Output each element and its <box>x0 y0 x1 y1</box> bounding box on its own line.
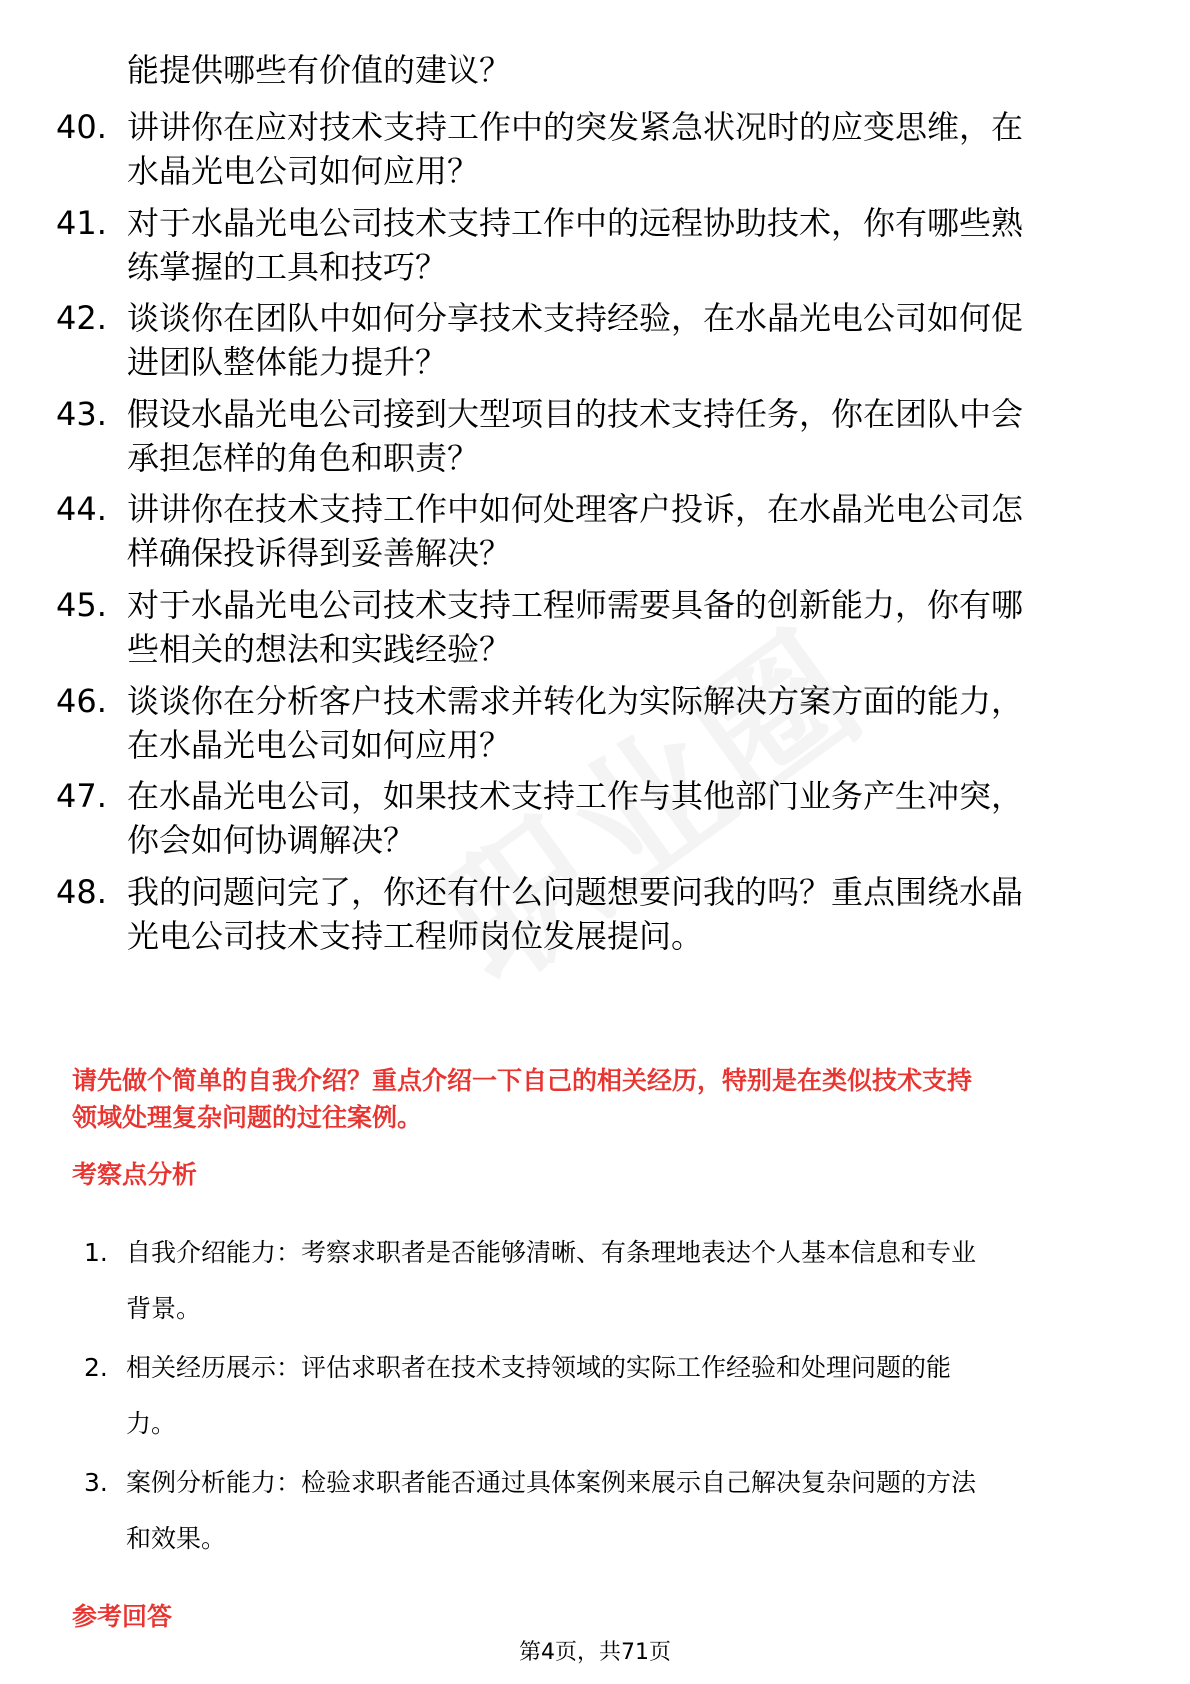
question-number: 45. <box>56 586 107 624</box>
question-number: 43. <box>56 395 107 433</box>
question-text <box>127 105 1127 193</box>
question-text <box>127 774 1127 862</box>
question-text <box>127 870 1127 958</box>
highlight-question-line: 请先做个简单的自我介绍？重点介绍一下自己的相关经历，特别是在类似技术支持 <box>72 1066 973 1095</box>
question-number: 46. <box>56 682 107 720</box>
question-line: 对于水晶光电公司技术支持工程师需要具备的创新能力，你有哪 <box>127 586 1024 624</box>
analysis-text <box>126 1225 1126 1337</box>
question-line: 谈谈你在分析客户技术需求并转化为实际解决方案方面的能力， <box>127 682 1024 720</box>
analysis-number: 2. <box>84 1353 108 1382</box>
question-line: 对于水晶光电公司技术支持工作中的远程协助技术，你有哪些熟 <box>127 204 1024 242</box>
question-number: 42. <box>56 299 107 337</box>
analysis-number: 1. <box>84 1238 108 1267</box>
highlight-question <box>72 1062 1132 1136</box>
analysis-line: 背景。 <box>126 1294 202 1323</box>
question-line: 水晶光电公司如何应用？ <box>127 152 480 190</box>
question-text <box>127 392 1127 480</box>
question-line: 些相关的想法和实践经验？ <box>127 630 512 668</box>
question-line: 练掌握的工具和技巧？ <box>127 248 448 286</box>
highlight-question-line: 领域处理复杂问题的过往案例。 <box>72 1103 423 1132</box>
question-line: 我的问题问完了，你还有什么问题想要问我的吗？重点围绕水晶 <box>127 873 1024 911</box>
question-line: 承担怎样的角色和职责？ <box>127 439 480 477</box>
question-number: 41. <box>56 204 107 242</box>
analysis-line: 力。 <box>126 1409 177 1438</box>
question-text <box>127 583 1127 671</box>
question-number: 40. <box>56 108 107 146</box>
analysis-line: 案例分析能力：检验求职者能否通过具体案例来展示自己解决复杂问题的方法 <box>126 1468 977 1497</box>
question-line: 假设水晶光电公司接到大型项目的技术支持任务，你在团队中会 <box>127 395 1024 433</box>
question-line: 进团队整体能力提升？ <box>127 343 448 381</box>
question-line: 在水晶光电公司，如果技术支持工作与其他部门业务产生冲突， <box>127 777 1024 815</box>
question-line: 谈谈你在团队中如何分享技术支持经验，在水晶光电公司如何促 <box>127 299 1024 337</box>
analysis-line: 相关经历展示：评估求职者在技术支持领域的实际工作经验和处理问题的能 <box>126 1353 952 1382</box>
question-line: 讲讲你在技术支持工作中如何处理客户投诉，在水晶光电公司怎 <box>127 490 1024 528</box>
question-text <box>127 679 1127 767</box>
question-text <box>127 201 1127 289</box>
analysis-heading: 考察点分析 <box>72 1160 198 1189</box>
answer-heading: 参考回答 <box>72 1602 173 1631</box>
question-line: 在水晶光电公司如何应用？ <box>127 726 512 764</box>
question-text <box>127 296 1127 384</box>
question-line: 讲讲你在应对技术支持工作中的突发紧急状况时的应变思维，在 <box>127 108 1024 146</box>
question-line: 样确保投诉得到妥善解决？ <box>127 534 512 572</box>
analysis-text <box>126 1340 1126 1452</box>
analysis-line: 自我介绍能力：考察求职者是否能够清晰、有条理地表达个人基本信息和专业 <box>126 1238 977 1267</box>
analysis-number: 3. <box>84 1468 108 1497</box>
question-number: 44. <box>56 490 107 528</box>
question-number: 48. <box>56 873 107 911</box>
question-line: 光电公司技术支持工程师岗位发展提问。 <box>127 917 704 955</box>
continuation-line: 能提供哪些有价值的建议？ <box>127 51 512 89</box>
page-footer: 第4页，共71页 <box>519 1640 671 1665</box>
question-line: 你会如何协调解决？ <box>127 821 416 859</box>
analysis-line: 和效果。 <box>126 1524 227 1553</box>
analysis-text <box>126 1455 1126 1567</box>
question-text <box>127 487 1127 575</box>
question-number: 47. <box>56 777 107 815</box>
